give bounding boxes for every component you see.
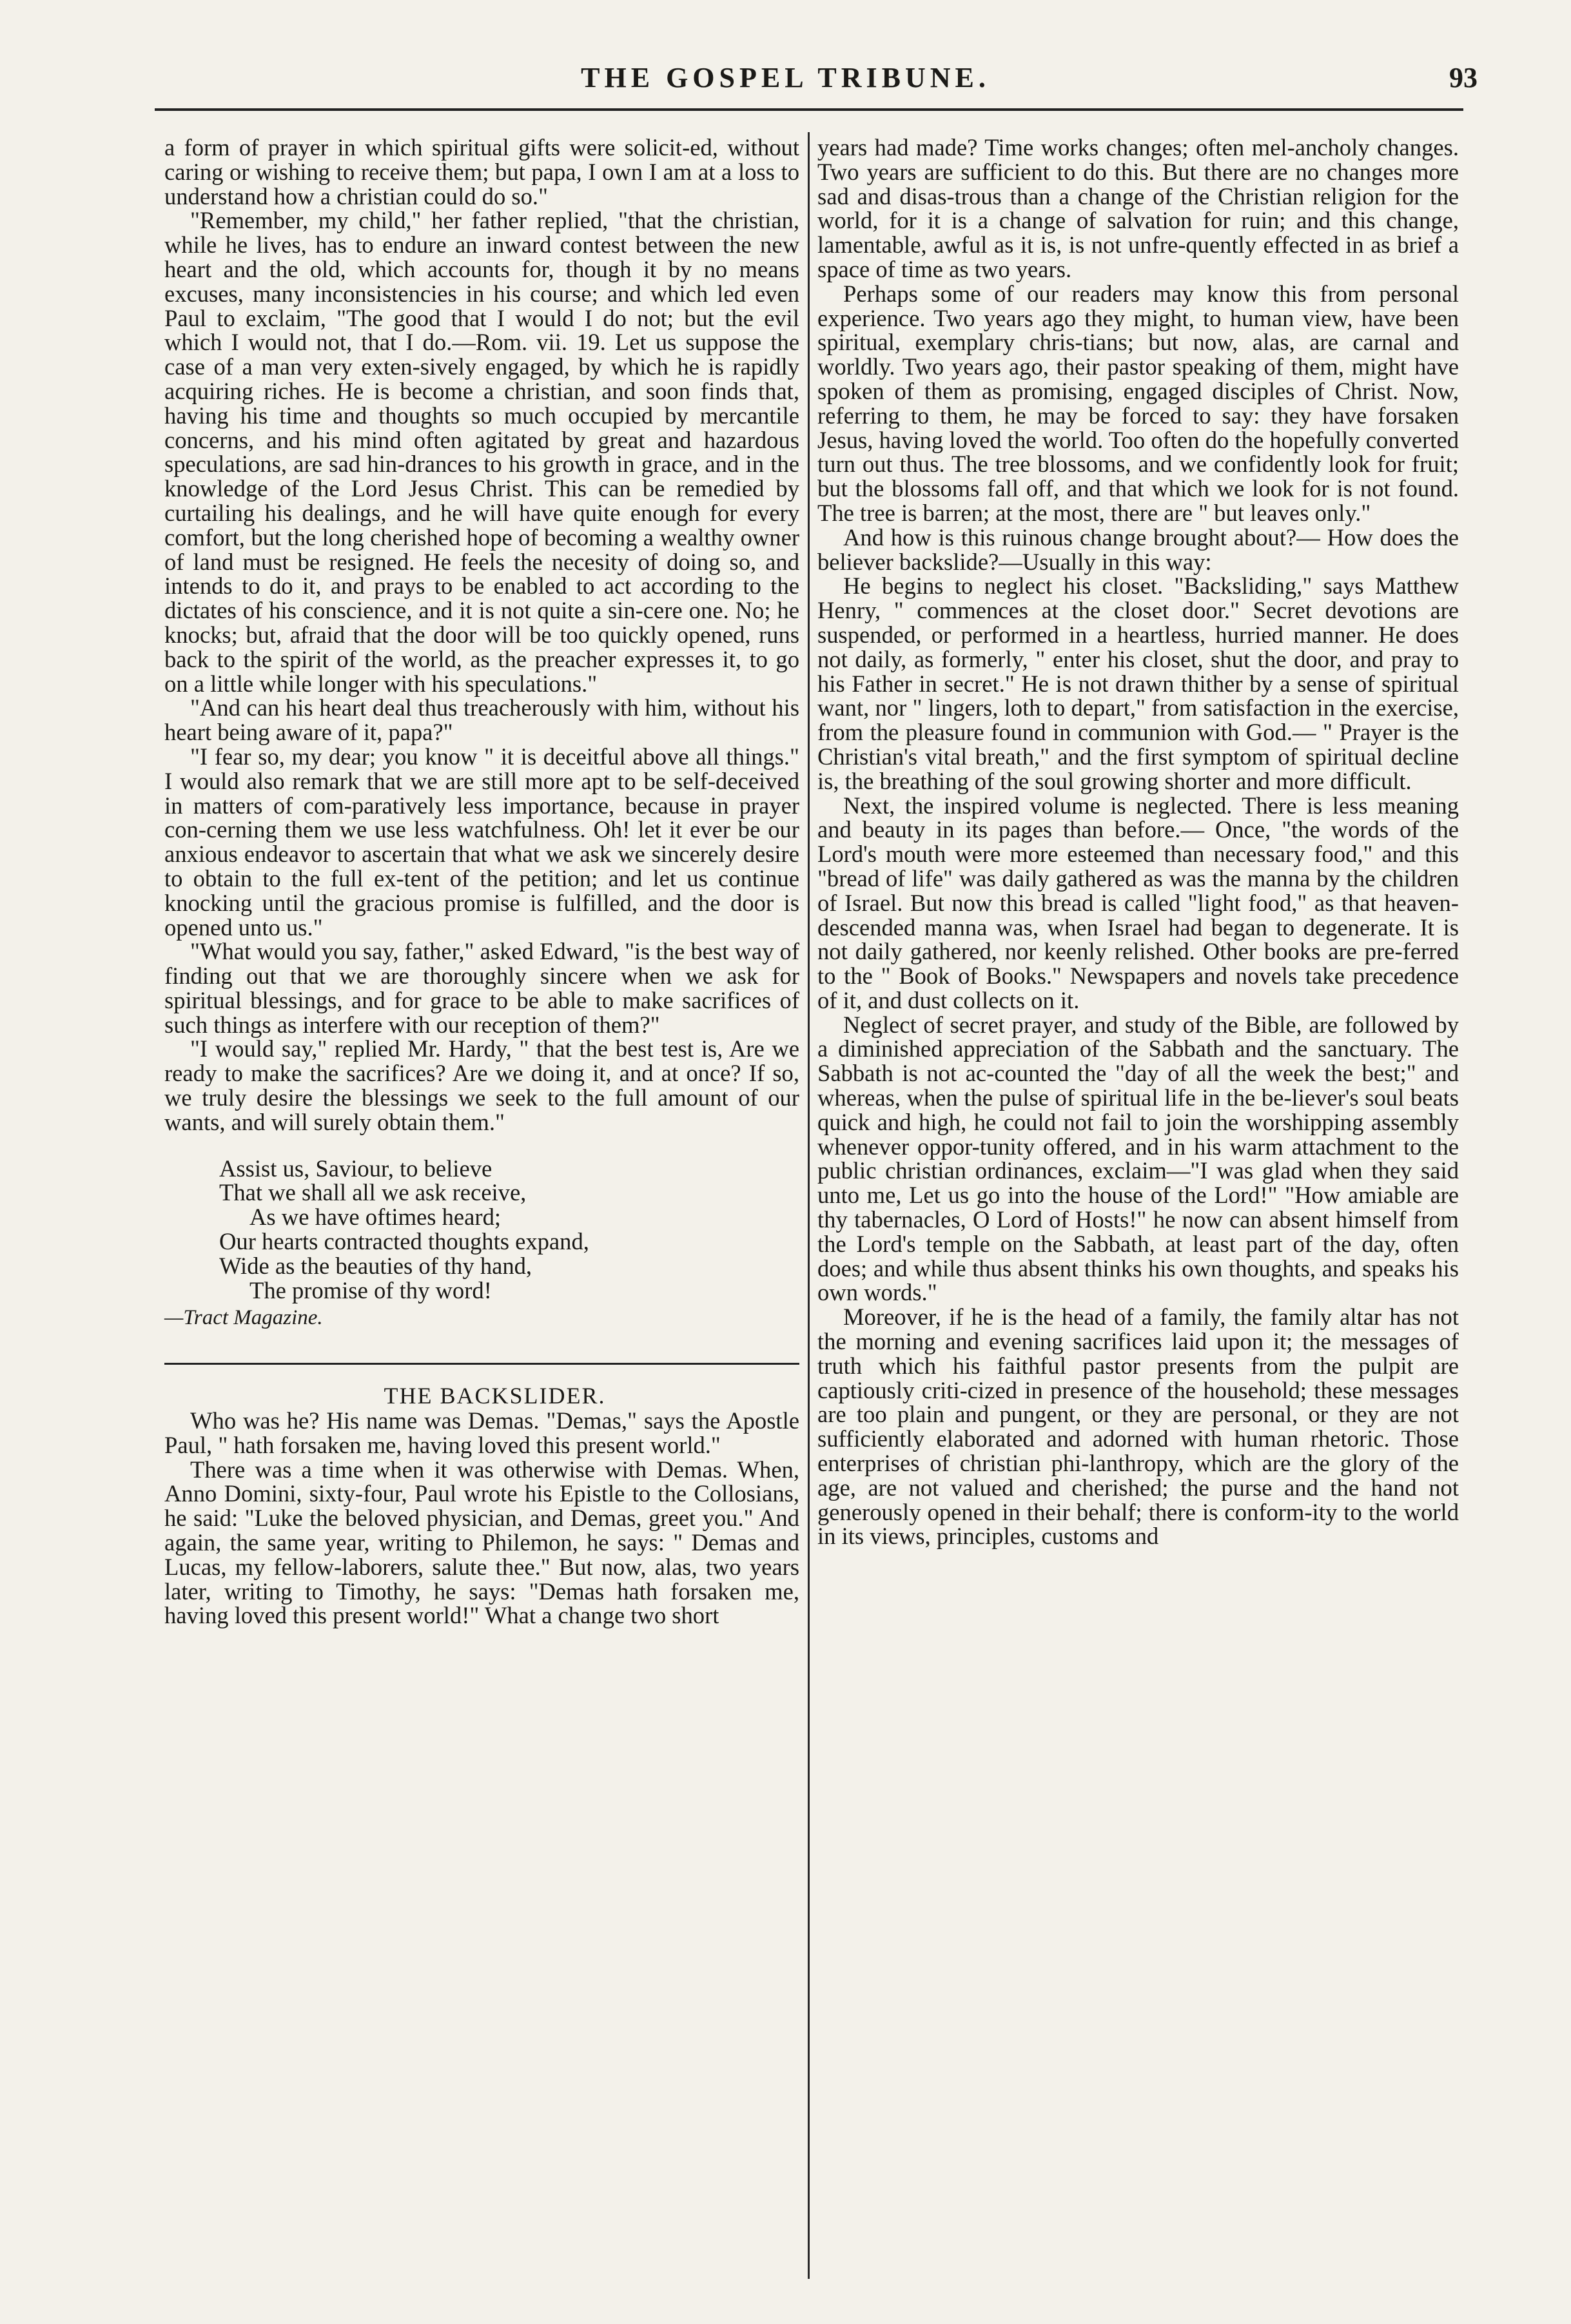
section-heading: THE BACKSLIDER.: [384, 1383, 606, 1409]
poem-line: Our hearts contracted thoughts expand,: [219, 1228, 589, 1255]
poem-line: Assist us, Saviour, to believe: [219, 1155, 493, 1182]
header-rule: [155, 108, 1463, 111]
article-paragraph: Moreover, if he is the head of a family, the family altar has not the morning and evening sacrifices laid upon it; the messages of truth which his faithful pastor presents from the pulpit are captiously criti-cized in presence of the household; these messages are too plain and pungent, or they are personal, or they are not sufficiently elaborated and adorned with human rhetoric. Those enterprises of christian phi-lanthropy, which are the glory of the age, are not valued and cherished; the purse and the hand not generously opened in their behalf; there is conform-ity to the world in its views, principles, customs and: [817, 1304, 1459, 1550]
article-paragraph: Who was he? His name was Demas. "Demas," says the Apostle Paul, " hath forsaken me, having loved this present world.": [164, 1407, 799, 1458]
poem-line: The promise of thy word!: [249, 1276, 492, 1304]
column-rule: [808, 132, 810, 2279]
poem-line: That we shall all we ask receive,: [219, 1179, 527, 1206]
running-title: THE GOSPEL TRIBUNE.: [581, 62, 990, 93]
section-rule: [164, 1363, 799, 1365]
article-paragraph: Neglect of secret prayer, and study of the Bible, are followed by a diminished appreciation of the Sabbath and the sanctuary. The Sabbath is not ac-counted the "day of all the week the best;" and whereas, when the pulse of spiritual life in the be-liever's soul beats quick and high, he could not fail to join the worshipping assembly whenever oppor-tunity offered, and in his warm attachment to the public christian ordinances, exclaim—"I was glad when they said unto me, Let us go into the house of the Lord!" "How amiable are thy tabernacles, O Lord of Hosts!" he now can absent himself from the Lord's temple on the Sabbath, at least part of the day, often does; and while thus absent thinks his own thoughts, and speaks his own words.": [817, 1011, 1459, 1306]
article-paragraph: And how is this ruinous change brought about?— How does the believer backslide?—Usually in this way:: [817, 523, 1459, 575]
article-paragraph: "I fear so, my dear; you know " it is deceitful above all things." I would also remark that we are still more apt to be self-deceived in matters of com-paratively less importance, because in prayer con-cerning them we use less watchfulness. Oh! let it ever be our anxious endeavor to ascertain that what we ask we sincerely desire to obtain to the full ex-tent of the petition; and let us continue knocking until the gracious promise is fulfilled, and the door is opened unto us.": [164, 743, 799, 941]
article-paragraph: a form of prayer in which spiritual gifts were solicit-ed, without caring or wishing to receive them; but papa, I own I am at a loss to understand how a christian could do so.": [164, 134, 799, 210]
article-paragraph: "Remember, my child," her father replied, "that the christian, while he lives, has to endure an inward contest between the new heart and the old, which accounts for, though it by no means excuses, many inconsistencies in his course; and which led even Paul to exclaim, "The good that I would I do not; but the evil which I would not, that I do.—Rom. vii. 19. Let us suppose the case of a man very exten-sively engaged, by which he is rapidly acquiring riches. He is become a christian, and soon finds that, having his time and thoughts so much occupied by mercantile concerns, and his mind often agitated by great and hazardous speculations, are sad hin-drances to his growth in grace, and in the knowledge of the Lord Jesus Christ. This can be remedied by curtailing his dealings, and he will have quite enough for every comfort, but the long cherished hope of becoming a wealthy owner of land must be resigned. He feels the necesity of doing so, and intends to do it, and prays to be enabled to act according to the dictates of his conscience, and it is not quite a sin-cere one. No; he knocks; but, afraid that the door will be too quickly opened, runs back to the spirit of the world, as the preacher expresses it, to go on a little while longer with his speculations.": [164, 207, 799, 697]
article-paragraph: Next, the inspired volume is neglected. There is less meaning and beauty in its pages than before.— Once, "the words of the Lord's mouth were more esteemed than necessary food," and this "bread of life" was daily gathered as was the manna by the children of Israel. But now this bread is called "light food," as that heaven-descended manna was, when Israel had began to degenerate. It is not daily gathered, nor keenly relished. Other books are pre-ferred to the " Book of Books." Newspapers and novels take precedence of it, and dust collects on it.: [817, 792, 1459, 1013]
article-paragraph: He begins to neglect his closet. "Backsliding," says Matthew Henry, " commences at the closet door." Secret devotions are suspended, or performed in a heartless, hurried manner. He does not daily, as formerly, " enter his closet, shut the door, and pray to his Father in secret." He is not drawn thither by a sense of spiritual want, nor " lingers, loth to depart," from satisfaction in the exercise, from the pleasure found in communion with God.— " Prayer is the Christian's vital breath," and the first symptom of spiritual decline is, the breathing of the soul growing shorter and more difficult.: [817, 572, 1459, 794]
article-paragraph: "What would you say, father," asked Edward, "is the best way of finding out that we are thoroughly sincere when we ask for spiritual blessings, and for grace to be able to make sacrifices of such things as interfere with our reception of them?": [164, 938, 799, 1038]
poem-line: Wide as the beauties of thy hand,: [219, 1252, 532, 1279]
article-paragraph: "And can his heart deal thus treacherously with him, without his heart being aware of it, papa?": [164, 694, 799, 746]
article-paragraph: years had made? Time works changes; often mel-ancholy changes. Two years are sufficient to do this. But there are no changes more sad and disas-trous than a change of the Christian religion for the world, for it is a change of salvation for ruin; and this change, lamentable, awful as it is, is not unfre-quently effected in as brief a space of time as two years.: [817, 134, 1459, 282]
article-paragraph: Perhaps some of our readers may know this from personal experience. Two years ago they might, to human view, have been spiritual, exemplary chris-tians; but now, alas, are carnal and worldly. Two years ago, their pastor speaking of them, might have spoken of them as promising, engaged disciples of Christ. Now, referring to them, he may be forced to say: they have forsaken Jesus, having loved the world. Too often do the hopefully converted turn out thus. The tree blossoms, and we confidently look for fruit; but the blossoms fall off, and that which we look for is not found. The tree is barren; at the most, there are " but leaves only.": [817, 280, 1459, 526]
poem: [164, 1157, 799, 1331]
article-paragraph: "I would say," replied Mr. Hardy, " that the best test is, Are we ready to make the sacrifices? Are we doing it, and at once? If so, we truly desire the blessings we seek to the full amount of our wants, and will surely obtain them.": [164, 1035, 799, 1135]
poem-line: As we have oftimes heard;: [249, 1204, 502, 1231]
article-paragraph: There was a time when it was otherwise with Demas. When, Anno Domini, sixty-four, Paul wrote his Epistle to the Collosians, he said: "Luke the beloved physician, and Demas, greet you." And again, the same year, writing to Philemon, he says: " Demas and Lucas, my fellow-laborers, salute thee." But now, alas, two years later, writing to Timothy, he says: "Demas hath forsaken me, having loved this present world!" What a change two short: [164, 1456, 799, 1629]
right-column: [817, 135, 1459, 1548]
left-column: [164, 135, 799, 1628]
poem-source: —Tract Magazine.: [164, 1306, 323, 1330]
page-number: 93: [1449, 62, 1478, 93]
